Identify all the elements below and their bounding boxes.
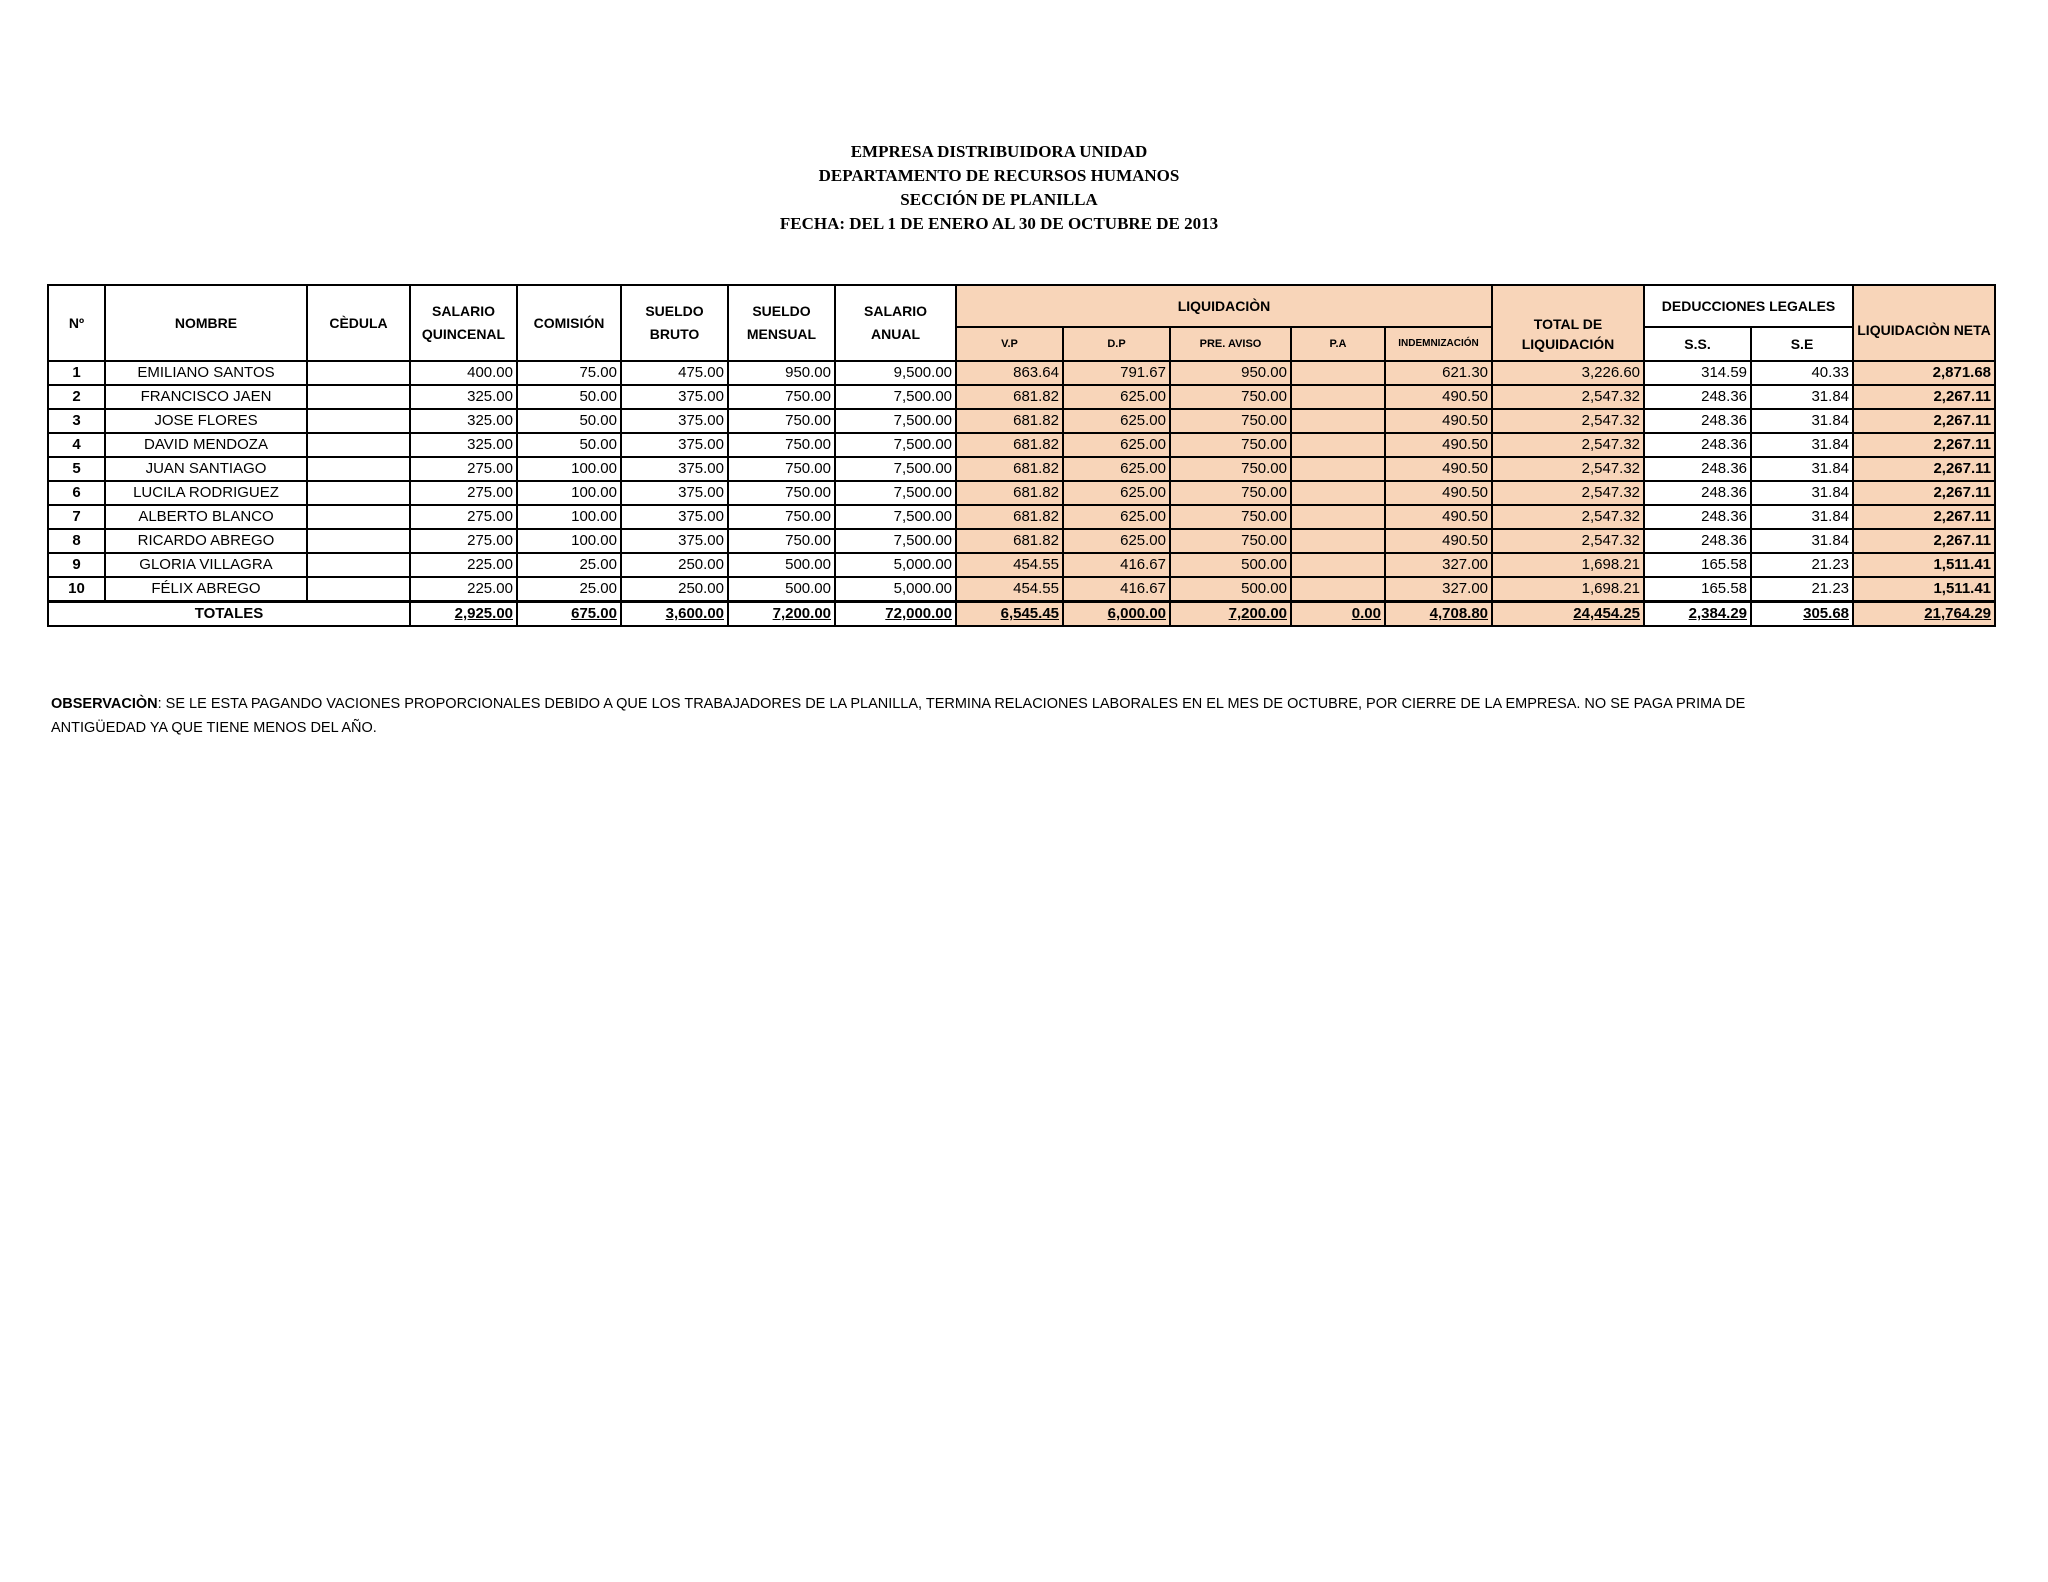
cell-comision: 100.00 — [517, 529, 621, 553]
cell-sueldo-mensual: 750.00 — [728, 457, 835, 481]
cell-total-liquidacion: 1,698.21 — [1492, 553, 1644, 577]
cell-indemnizacion: 621.30 — [1385, 361, 1492, 385]
cell-total-liquidacion: 3,226.60 — [1492, 361, 1644, 385]
cell-sueldo-mensual: 500.00 — [728, 553, 835, 577]
cell-nombre: LUCILA RODRIGUEZ — [105, 481, 307, 505]
cell-pa — [1291, 433, 1385, 457]
cell-vp: 681.82 — [956, 433, 1063, 457]
cell-se: 31.84 — [1751, 481, 1853, 505]
cell-se: 31.84 — [1751, 409, 1853, 433]
cell-cedula — [307, 361, 410, 385]
cell-vp: 681.82 — [956, 481, 1063, 505]
totals-row — [48, 602, 1995, 627]
cell-sueldo-mensual: 750.00 — [728, 505, 835, 529]
cell-comision: 100.00 — [517, 505, 621, 529]
cell-nombre: JUAN SANTIAGO — [105, 457, 307, 481]
cell-num: 5 — [48, 457, 105, 481]
cell-pre-aviso: 750.00 — [1170, 457, 1291, 481]
cell-pa — [1291, 409, 1385, 433]
cell-nombre: EMILIANO SANTOS — [105, 361, 307, 385]
totals-label: TOTALES — [48, 602, 410, 627]
cell-sueldo-bruto: 250.00 — [621, 553, 728, 577]
cell-sueldo-bruto: 375.00 — [621, 457, 728, 481]
cell-vp: 681.82 — [956, 457, 1063, 481]
cell-cedula — [307, 433, 410, 457]
cell-sueldo-bruto: 375.00 — [621, 433, 728, 457]
cell-sueldo-mensual: 950.00 — [728, 361, 835, 385]
header-deducciones: DEDUCCIONES LEGALES — [1644, 285, 1853, 327]
cell-liquidacion-neta: 2,267.11 — [1853, 481, 1995, 505]
cell-num: 6 — [48, 481, 105, 505]
cell-liquidacion-neta: 2,267.11 — [1853, 457, 1995, 481]
cell-num: 3 — [48, 409, 105, 433]
total-liquidacion: 24,454.25 — [1492, 602, 1644, 627]
cell-salario-quincenal: 275.00 — [410, 481, 517, 505]
cell-pa — [1291, 577, 1385, 602]
cell-ss: 165.58 — [1644, 553, 1751, 577]
cell-salario-anual: 9,500.00 — [835, 361, 956, 385]
table-row — [48, 553, 1995, 577]
cell-pa — [1291, 457, 1385, 481]
total-sueldo-bruto: 3,600.00 — [621, 602, 728, 627]
header-num: Nº — [48, 285, 105, 361]
total-liquidacion-neta: 21,764.29 — [1853, 602, 1995, 627]
cell-comision: 25.00 — [517, 553, 621, 577]
total-salario-quincenal: 2,925.00 — [410, 602, 517, 627]
document-header — [0, 140, 1998, 236]
cell-salario-anual: 7,500.00 — [835, 529, 956, 553]
cell-sueldo-bruto: 375.00 — [621, 529, 728, 553]
cell-ss: 248.36 — [1644, 385, 1751, 409]
cell-indemnizacion: 327.00 — [1385, 577, 1492, 602]
cell-nombre: DAVID MENDOZA — [105, 433, 307, 457]
total-salario-anual: 72,000.00 — [835, 602, 956, 627]
total-dp: 6,000.00 — [1063, 602, 1170, 627]
cell-num: 10 — [48, 577, 105, 602]
header-pre-aviso: PRE. AVISO — [1170, 327, 1291, 361]
section-name: SECCIÓN DE PLANILLA — [900, 190, 1098, 209]
observation-note — [51, 692, 1751, 740]
header-liquidacion: LIQUIDACIÒN — [956, 285, 1492, 327]
cell-total-liquidacion: 1,698.21 — [1492, 577, 1644, 602]
cell-cedula — [307, 409, 410, 433]
total-pre-aviso: 7,200.00 — [1170, 602, 1291, 627]
cell-ss: 248.36 — [1644, 409, 1751, 433]
cell-num: 8 — [48, 529, 105, 553]
cell-sueldo-bruto: 375.00 — [621, 385, 728, 409]
cell-pre-aviso: 750.00 — [1170, 481, 1291, 505]
cell-sueldo-mensual: 500.00 — [728, 577, 835, 602]
header-dp: D.P — [1063, 327, 1170, 361]
cell-liquidacion-neta: 2,267.11 — [1853, 409, 1995, 433]
header-nombre: NOMBRE — [105, 285, 307, 361]
cell-total-liquidacion: 2,547.32 — [1492, 385, 1644, 409]
cell-pa — [1291, 553, 1385, 577]
cell-dp: 625.00 — [1063, 385, 1170, 409]
cell-vp: 681.82 — [956, 409, 1063, 433]
cell-cedula — [307, 529, 410, 553]
header-salario-anual: SALARIO ANUAL — [835, 285, 956, 361]
cell-vp: 681.82 — [956, 529, 1063, 553]
table-row — [48, 481, 1995, 505]
cell-comision: 75.00 — [517, 361, 621, 385]
cell-liquidacion-neta: 2,267.11 — [1853, 529, 1995, 553]
cell-indemnizacion: 490.50 — [1385, 505, 1492, 529]
cell-nombre: GLORIA VILLAGRA — [105, 553, 307, 577]
cell-pre-aviso: 500.00 — [1170, 577, 1291, 602]
cell-nombre: FÉLIX ABREGO — [105, 577, 307, 602]
payroll-table — [47, 284, 1996, 627]
table-body — [48, 361, 1995, 602]
cell-cedula — [307, 553, 410, 577]
cell-ss: 165.58 — [1644, 577, 1751, 602]
cell-nombre: ALBERTO BLANCO — [105, 505, 307, 529]
cell-salario-anual: 7,500.00 — [835, 457, 956, 481]
cell-cedula — [307, 385, 410, 409]
header-indemnizacion: INDEMNIZACIÓN — [1385, 327, 1492, 361]
cell-indemnizacion: 490.50 — [1385, 457, 1492, 481]
cell-dp: 625.00 — [1063, 481, 1170, 505]
cell-comision: 50.00 — [517, 433, 621, 457]
table-row — [48, 457, 1995, 481]
cell-comision: 100.00 — [517, 481, 621, 505]
cell-total-liquidacion: 2,547.32 — [1492, 457, 1644, 481]
cell-pre-aviso: 950.00 — [1170, 361, 1291, 385]
company-name: EMPRESA DISTRIBUIDORA UNIDAD — [850, 142, 1148, 161]
cell-salario-quincenal: 325.00 — [410, 385, 517, 409]
total-ss: 2,384.29 — [1644, 602, 1751, 627]
cell-total-liquidacion: 2,547.32 — [1492, 481, 1644, 505]
cell-se: 31.84 — [1751, 505, 1853, 529]
cell-liquidacion-neta: 2,267.11 — [1853, 385, 1995, 409]
total-vp: 6,545.45 — [956, 602, 1063, 627]
cell-dp: 625.00 — [1063, 505, 1170, 529]
cell-se: 21.23 — [1751, 577, 1853, 602]
header-ss: S.S. — [1644, 327, 1751, 361]
cell-salario-quincenal: 400.00 — [410, 361, 517, 385]
observation-label: OBSERVACIÒN — [51, 696, 158, 712]
cell-dp: 416.67 — [1063, 577, 1170, 602]
cell-salario-quincenal: 225.00 — [410, 553, 517, 577]
cell-vp: 681.82 — [956, 505, 1063, 529]
cell-comision: 50.00 — [517, 409, 621, 433]
cell-dp: 791.67 — [1063, 361, 1170, 385]
cell-salario-anual: 7,500.00 — [835, 409, 956, 433]
cell-pre-aviso: 750.00 — [1170, 529, 1291, 553]
cell-comision: 100.00 — [517, 457, 621, 481]
cell-ss: 248.36 — [1644, 433, 1751, 457]
cell-liquidacion-neta: 2,267.11 — [1853, 433, 1995, 457]
cell-num: 4 — [48, 433, 105, 457]
cell-se: 40.33 — [1751, 361, 1853, 385]
cell-pa — [1291, 385, 1385, 409]
cell-salario-quincenal: 275.00 — [410, 505, 517, 529]
cell-sueldo-mensual: 750.00 — [728, 409, 835, 433]
cell-total-liquidacion: 2,547.32 — [1492, 505, 1644, 529]
cell-sueldo-mensual: 750.00 — [728, 481, 835, 505]
cell-indemnizacion: 490.50 — [1385, 481, 1492, 505]
cell-pre-aviso: 750.00 — [1170, 433, 1291, 457]
cell-pa — [1291, 529, 1385, 553]
cell-liquidacion-neta: 2,871.68 — [1853, 361, 1995, 385]
cell-ss: 248.36 — [1644, 505, 1751, 529]
cell-cedula — [307, 577, 410, 602]
cell-salario-anual: 7,500.00 — [835, 481, 956, 505]
total-comision: 675.00 — [517, 602, 621, 627]
cell-comision: 50.00 — [517, 385, 621, 409]
cell-se: 31.84 — [1751, 433, 1853, 457]
cell-salario-anual: 7,500.00 — [835, 385, 956, 409]
cell-num: 7 — [48, 505, 105, 529]
cell-sueldo-mensual: 750.00 — [728, 433, 835, 457]
cell-salario-quincenal: 275.00 — [410, 457, 517, 481]
cell-cedula — [307, 481, 410, 505]
cell-dp: 625.00 — [1063, 433, 1170, 457]
cell-pre-aviso: 750.00 — [1170, 409, 1291, 433]
cell-total-liquidacion: 2,547.32 — [1492, 529, 1644, 553]
cell-liquidacion-neta: 1,511.41 — [1853, 553, 1995, 577]
cell-cedula — [307, 457, 410, 481]
observation-text: : SE LE ESTA PAGANDO VACIONES PROPORCIONALES DEBIDO A QUE LOS TRABAJADORES DE LA PLANILLA, TERMINA RELACIONES LABORALES EN EL MES DE OCTUBRE, POR CIERRE DE LA EMPRESA. NO SE PAGA PRIMA DE ANTIGÜEDAD YA QUE TIENE MENOS DEL AÑO. — [51, 696, 1746, 736]
cell-ss: 248.36 — [1644, 481, 1751, 505]
header-sueldo-mensual: SUELDO MENSUAL — [728, 285, 835, 361]
cell-nombre: FRANCISCO JAEN — [105, 385, 307, 409]
table-row — [48, 577, 1995, 602]
cell-num: 1 — [48, 361, 105, 385]
cell-dp: 625.00 — [1063, 409, 1170, 433]
header-salario-quincenal: SALARIO QUINCENAL — [410, 285, 517, 361]
header-liquidacion-neta: LIQUIDACIÒN NETA — [1853, 285, 1995, 361]
cell-indemnizacion: 490.50 — [1385, 385, 1492, 409]
cell-sueldo-bruto: 375.00 — [621, 505, 728, 529]
cell-pre-aviso: 500.00 — [1170, 553, 1291, 577]
cell-vp: 454.55 — [956, 577, 1063, 602]
cell-se: 31.84 — [1751, 457, 1853, 481]
cell-vp: 454.55 — [956, 553, 1063, 577]
header-total-liquidacion: TOTAL DE LIQUIDACIÓN — [1492, 285, 1644, 361]
cell-salario-anual: 7,500.00 — [835, 433, 956, 457]
cell-pre-aviso: 750.00 — [1170, 385, 1291, 409]
cell-sueldo-mensual: 750.00 — [728, 385, 835, 409]
cell-sueldo-mensual: 750.00 — [728, 529, 835, 553]
department-name: DEPARTAMENTO DE RECURSOS HUMANOS — [818, 166, 1180, 185]
date-range: FECHA: DEL 1 DE ENERO AL 30 DE OCTUBRE DE 2013 — [779, 214, 1219, 233]
cell-se: 31.84 — [1751, 529, 1853, 553]
cell-indemnizacion: 490.50 — [1385, 433, 1492, 457]
cell-ss: 248.36 — [1644, 457, 1751, 481]
cell-dp: 416.67 — [1063, 553, 1170, 577]
cell-dp: 625.00 — [1063, 457, 1170, 481]
header-comision: COMISIÓN — [517, 285, 621, 361]
cell-sueldo-bruto: 475.00 — [621, 361, 728, 385]
cell-indemnizacion: 490.50 — [1385, 409, 1492, 433]
table-row — [48, 409, 1995, 433]
cell-salario-quincenal: 225.00 — [410, 577, 517, 602]
cell-total-liquidacion: 2,547.32 — [1492, 433, 1644, 457]
table-row — [48, 385, 1995, 409]
header-sueldo-bruto: SUELDO BRUTO — [621, 285, 728, 361]
cell-vp: 681.82 — [956, 385, 1063, 409]
table-row — [48, 529, 1995, 553]
header-vp: V.P — [956, 327, 1063, 361]
cell-comision: 25.00 — [517, 577, 621, 602]
header-pa: P.A — [1291, 327, 1385, 361]
cell-indemnizacion: 490.50 — [1385, 529, 1492, 553]
cell-indemnizacion: 327.00 — [1385, 553, 1492, 577]
cell-se: 31.84 — [1751, 385, 1853, 409]
cell-salario-anual: 5,000.00 — [835, 577, 956, 602]
cell-liquidacion-neta: 2,267.11 — [1853, 505, 1995, 529]
cell-total-liquidacion: 2,547.32 — [1492, 409, 1644, 433]
header-se: S.E — [1751, 327, 1853, 361]
total-pa: 0.00 — [1291, 602, 1385, 627]
table-row — [48, 361, 1995, 385]
cell-salario-anual: 7,500.00 — [835, 505, 956, 529]
cell-pre-aviso: 750.00 — [1170, 505, 1291, 529]
table-row — [48, 433, 1995, 457]
total-indemnizacion: 4,708.80 — [1385, 602, 1492, 627]
cell-sueldo-bruto: 375.00 — [621, 481, 728, 505]
cell-num: 9 — [48, 553, 105, 577]
cell-sueldo-bruto: 375.00 — [621, 409, 728, 433]
cell-cedula — [307, 505, 410, 529]
cell-num: 2 — [48, 385, 105, 409]
cell-salario-quincenal: 325.00 — [410, 409, 517, 433]
cell-se: 21.23 — [1751, 553, 1853, 577]
cell-nombre: JOSE FLORES — [105, 409, 307, 433]
cell-salario-quincenal: 275.00 — [410, 529, 517, 553]
cell-salario-quincenal: 325.00 — [410, 433, 517, 457]
total-se: 305.68 — [1751, 602, 1853, 627]
cell-nombre: RICARDO ABREGO — [105, 529, 307, 553]
cell-liquidacion-neta: 1,511.41 — [1853, 577, 1995, 602]
cell-pa — [1291, 505, 1385, 529]
header-cedula: CÈDULA — [307, 285, 410, 361]
cell-vp: 863.64 — [956, 361, 1063, 385]
cell-pa — [1291, 481, 1385, 505]
cell-pa — [1291, 361, 1385, 385]
cell-salario-anual: 5,000.00 — [835, 553, 956, 577]
cell-sueldo-bruto: 250.00 — [621, 577, 728, 602]
total-sueldo-mensual: 7,200.00 — [728, 602, 835, 627]
table-row — [48, 505, 1995, 529]
cell-ss: 314.59 — [1644, 361, 1751, 385]
cell-dp: 625.00 — [1063, 529, 1170, 553]
cell-ss: 248.36 — [1644, 529, 1751, 553]
